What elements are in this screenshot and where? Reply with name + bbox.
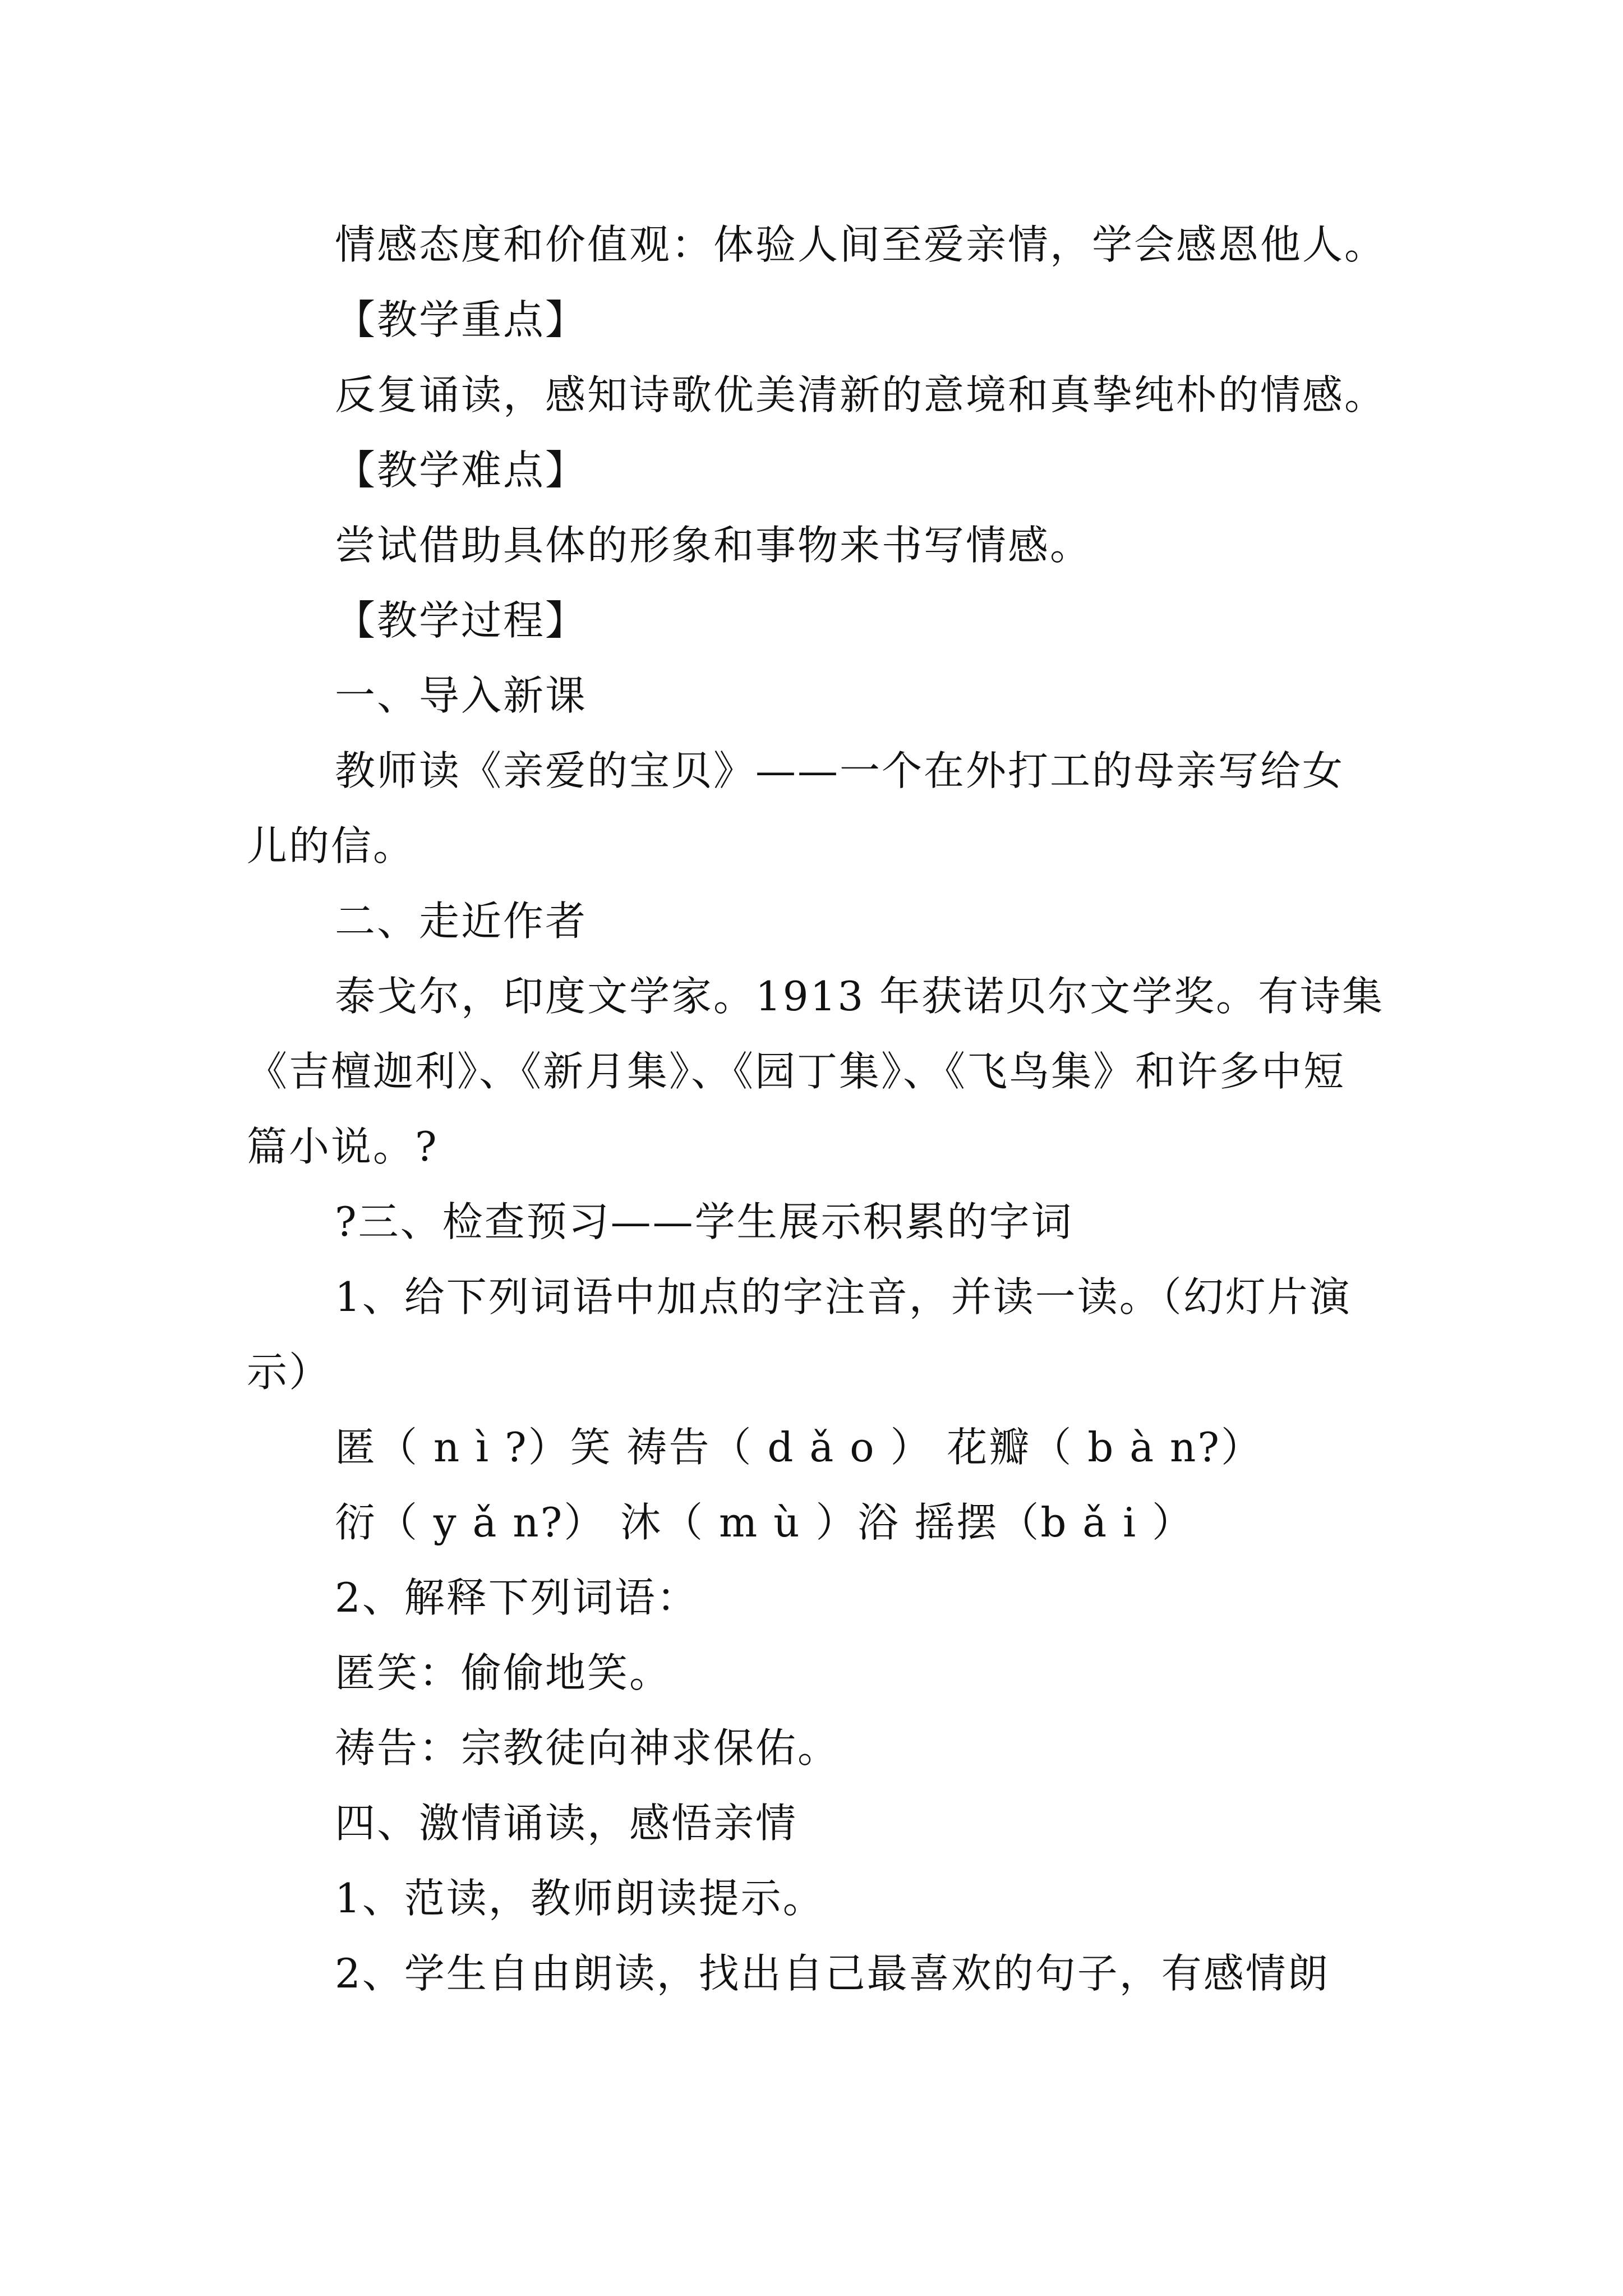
text-line: 篇小说。? [247, 1123, 439, 1170]
text-line: 泰戈尔，印度文学家。1913 年获诺贝尔文学奖。有诗集 [335, 973, 1385, 1020]
subsection-heading: 二、走近作者 [335, 898, 588, 945]
section-heading-difficulties: 【教学难点】 [335, 447, 588, 494]
text-line: 祷告：宗教徒向神求保佑。 [335, 1724, 840, 1772]
text-line: 匿笑：偷偷地笑。 [335, 1649, 672, 1696]
text-line: 2、解释下列词语： [335, 1574, 699, 1621]
text-line: 教师读《亲爱的宝贝》——一个在外打工的母亲写给女 [335, 747, 1345, 794]
text-line: 反复诵读，感知诗歌优美清新的意境和真挚纯朴的情感。 [335, 371, 1387, 418]
text-line: 1、范读，教师朗读提示。 [335, 1875, 825, 1922]
text-line: 情感态度和价值观：体验人间至爱亲情，学会感恩他人。 [335, 221, 1387, 268]
subsection-heading: ?三、检查预习——学生展示积累的字词 [335, 1198, 1073, 1245]
section-heading-key-points: 【教学重点】 [335, 296, 588, 343]
text-line: 示） [247, 1349, 331, 1396]
text-line: 尝试借助具体的形象和事物来书写情感。 [335, 522, 1092, 569]
subsection-heading: 四、激情诵读，感悟亲情 [335, 1800, 798, 1847]
text-line: 1、给下列词语中加点的字注音，并读一读。（幻灯片演 [335, 1273, 1352, 1320]
text-line: 《吉檀迦利》、《新月集》、《园丁集》、《飞鸟集》和许多中短 [247, 1048, 1346, 1095]
section-heading-process: 【教学过程】 [335, 597, 588, 644]
text-line: 2、学生自由朗读，找出自己最喜欢的句子，有感情朗 [335, 1950, 1330, 1997]
pinyin-line: 匿（ n ì ?）笑 祷告（ d ǎ o ） 花瓣（ b à n?） [335, 1424, 1263, 1471]
text-line: 儿的信。 [247, 822, 416, 869]
subsection-heading: 一、导入新课 [335, 672, 588, 719]
pinyin-line: 衍（ y ǎ n?） 沐（ m ù ）浴 摇摆（b ǎ i ） [335, 1499, 1195, 1546]
